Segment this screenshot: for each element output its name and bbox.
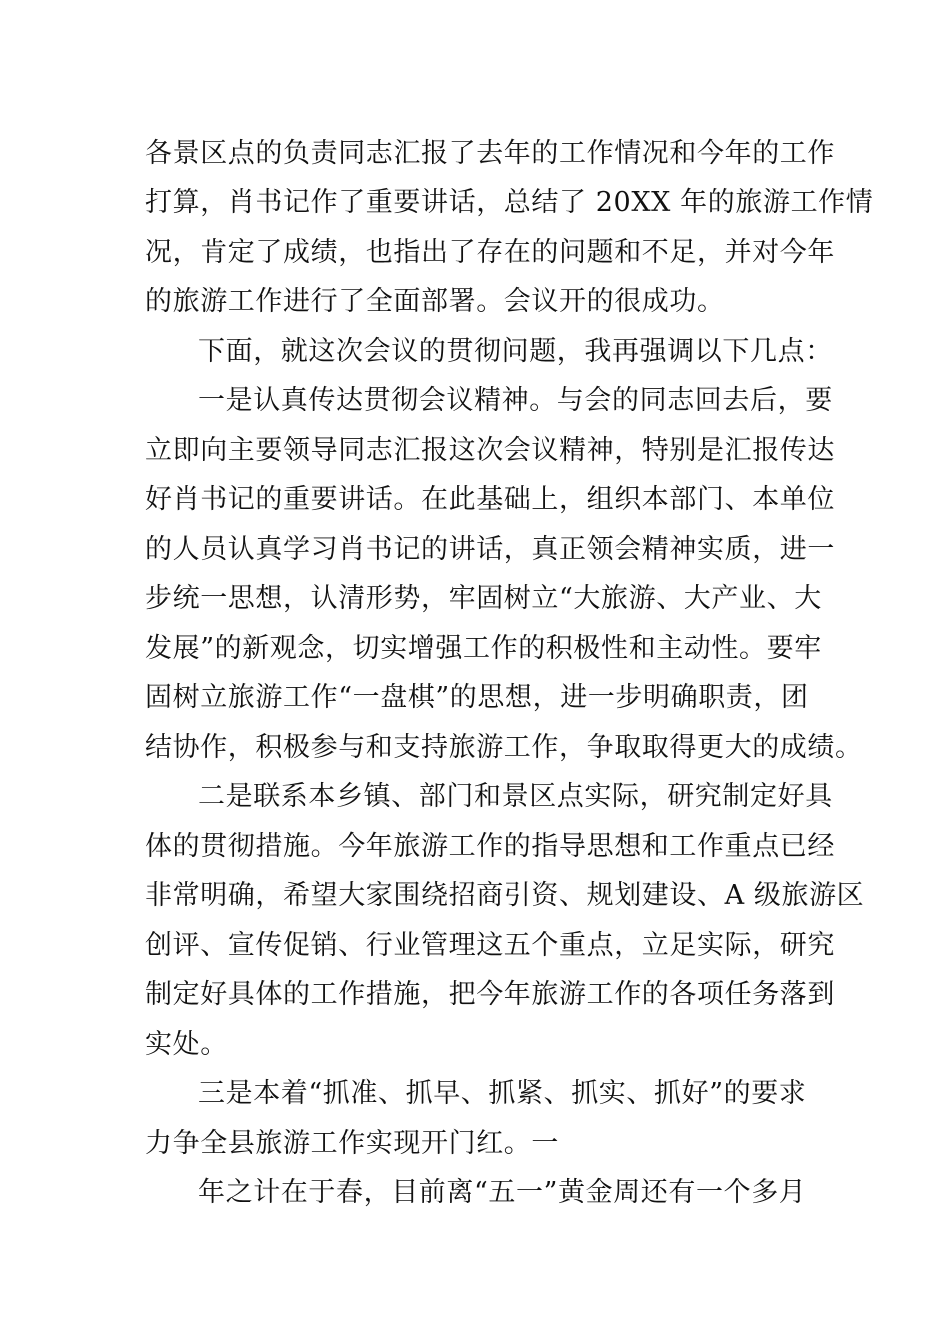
paragraph-first-line: 三是本着“抓准、抓早、抓紧、抓实、抓好”的要求 <box>198 1078 807 1109</box>
text-line: 非常明确，希望大家围绕招商引资、规划建设、A 级旅游区 <box>145 880 865 911</box>
paragraph-first-line: 二是联系本乡镇、部门和景区点实际，研究制定好具 <box>198 781 833 812</box>
text-line: 步统一思想，认清形势，牢固树立“大旅游、大产业、大 <box>145 583 822 614</box>
text-line: 固树立旅游工作“一盘棋”的思想，进一步明确职责，团 <box>145 682 809 713</box>
text-line: 制定好具体的工作措施，把今年旅游工作的各项任务落到 <box>145 979 835 1010</box>
text-line: 的人员认真学习肖书记的讲话，真正领会精神实质，进一 <box>145 534 835 565</box>
text-line: 打算，肖书记作了重要讲话，总结了 20XX 年的旅游工作情 <box>145 187 874 218</box>
paragraph-first-line: 年之计在于春，目前离“五一”黄金周还有一个多月 <box>198 1177 807 1208</box>
text-line: 发展”的新观念，切实增强工作的积极性和主动性。要牢 <box>145 633 822 664</box>
text-line: 好肖书记的重要讲话。在此基础上，组织本部门、本单位 <box>145 484 835 515</box>
text-line: 创评、宣传促销、行业管理这五个重点，立足实际，研究 <box>145 930 835 961</box>
text-line: 的旅游工作进行了全面部署。会议开的很成功。 <box>145 286 725 317</box>
text-line: 立即向主要领导同志汇报这次会议精神，特别是汇报传达 <box>145 435 835 466</box>
paragraph-first-line: 下面，就这次会议的贯彻问题，我再强调以下几点： <box>198 336 833 367</box>
text-line: 各景区点的负责同志汇报了去年的工作情况和今年的工作 <box>145 138 835 169</box>
text-line: 体的贯彻措施。今年旅游工作的指导思想和工作重点已经 <box>145 831 835 862</box>
text-line: 力争全县旅游工作实现开门红。一 <box>145 1128 559 1159</box>
text-line: 结协作，积极参与和支持旅游工作，争取取得更大的成绩。 <box>145 732 863 763</box>
paragraph-first-line: 一是认真传达贯彻会议精神。与会的同志回去后，要 <box>198 385 833 416</box>
text-line: 实处。 <box>145 1029 228 1060</box>
text-line: 况，肯定了成绩，也指出了存在的问题和不足，并对今年 <box>145 237 835 268</box>
